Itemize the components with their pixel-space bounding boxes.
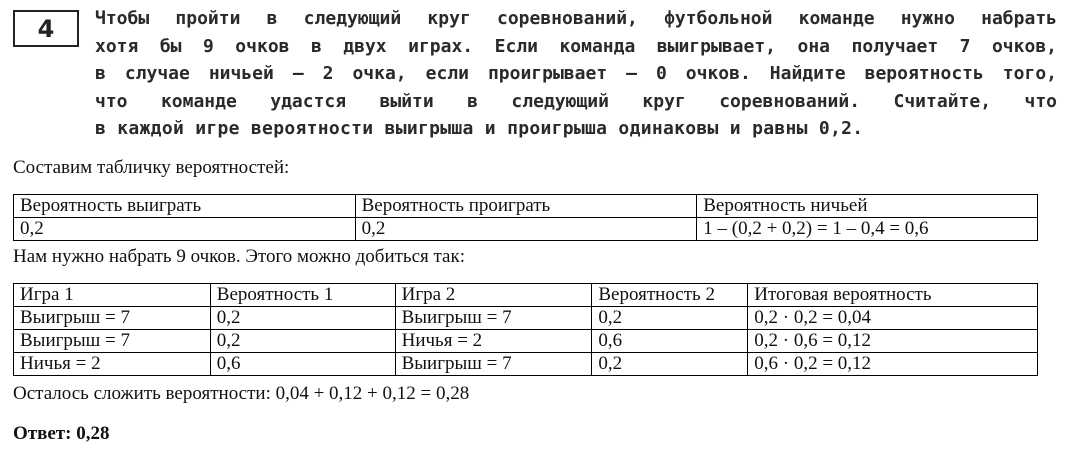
table-header-cell: Игра 1 [14, 284, 211, 307]
problem-line-1: Чтобы пройти в следующий круг соревнований, футбольной команде нужно набрать [95, 8, 1057, 29]
table-header-row [14, 195, 1038, 218]
table-cell: 0,6 · 0,2 = 0,12 [748, 353, 1038, 376]
task-number-box [13, 10, 79, 47]
answer-text: Ответ: 0,28 [13, 423, 110, 444]
table-row [14, 218, 1038, 241]
table-cell: 0,2 [592, 307, 748, 330]
solution-sum-text: Осталось сложить вероятности: 0,04 + 0,12 + 0,12 = 0,28 [13, 383, 470, 404]
table-header-row [14, 284, 1038, 307]
table-cell: 1 – (0,2 + 0,2) = 1 – 0,4 = 0,6 [697, 218, 1038, 241]
solution-intro: Составим табличку вероятностей: [13, 157, 290, 178]
table-cell: 0,2 [592, 353, 748, 376]
table-cell: 0,2 · 0,2 = 0,04 [748, 307, 1038, 330]
solution-mid-text: Нам нужно набрать 9 очков. Этого можно добиться так: [13, 246, 466, 267]
table-header-cell: Игра 2 [395, 284, 592, 307]
table-header-cell: Вероятность выиграть [14, 195, 356, 218]
problem-statement [95, 5, 1057, 143]
table-header-cell: Вероятность проиграть [355, 195, 697, 218]
table-cell: 0,6 [210, 353, 395, 376]
table-header-cell: Вероятность ничьей [697, 195, 1038, 218]
probability-table [13, 194, 1038, 241]
table-cell: Выигрыш = 7 [395, 307, 592, 330]
table-cell: Выигрыш = 7 [395, 353, 592, 376]
task-number: 4 [37, 14, 55, 43]
table-cell: 0,2 · 0,6 = 0,12 [748, 330, 1038, 353]
table-row [14, 330, 1038, 353]
table-cell: Выигрыш = 7 [14, 330, 211, 353]
table-cell: 0,2 [14, 218, 356, 241]
problem-line-3: в случае ничьей — 2 очка, если проигрывает — 0 очков. Найдите вероятность того, [95, 63, 1057, 84]
table-cell: 0,2 [355, 218, 697, 241]
table-cell: Ничья = 2 [14, 353, 211, 376]
table-row [14, 307, 1038, 330]
table-cell: 0,2 [210, 330, 395, 353]
table-header-cell: Вероятность 2 [592, 284, 748, 307]
table-cell: 0,2 [210, 307, 395, 330]
table-cell: 0,6 [592, 330, 748, 353]
table-cell: Ничья = 2 [395, 330, 592, 353]
table-row [14, 353, 1038, 376]
outcome-table [13, 283, 1038, 376]
problem-line-5: в каждой игре вероятности выигрыша и проигрыша одинаковы и равны 0,2. [95, 118, 864, 139]
problem-line-2: хотя бы 9 очков в двух играх. Если команда выигрывает, она получает 7 очков, [95, 35, 1057, 57]
table-header-cell: Вероятность 1 [210, 284, 395, 307]
table-cell: Выигрыш = 7 [14, 307, 211, 330]
table-header-cell: Итоговая вероятность [748, 284, 1038, 307]
problem-line-4: что команде удастся выйти в следующий круг соревнований. Считайте, что [95, 90, 1057, 112]
